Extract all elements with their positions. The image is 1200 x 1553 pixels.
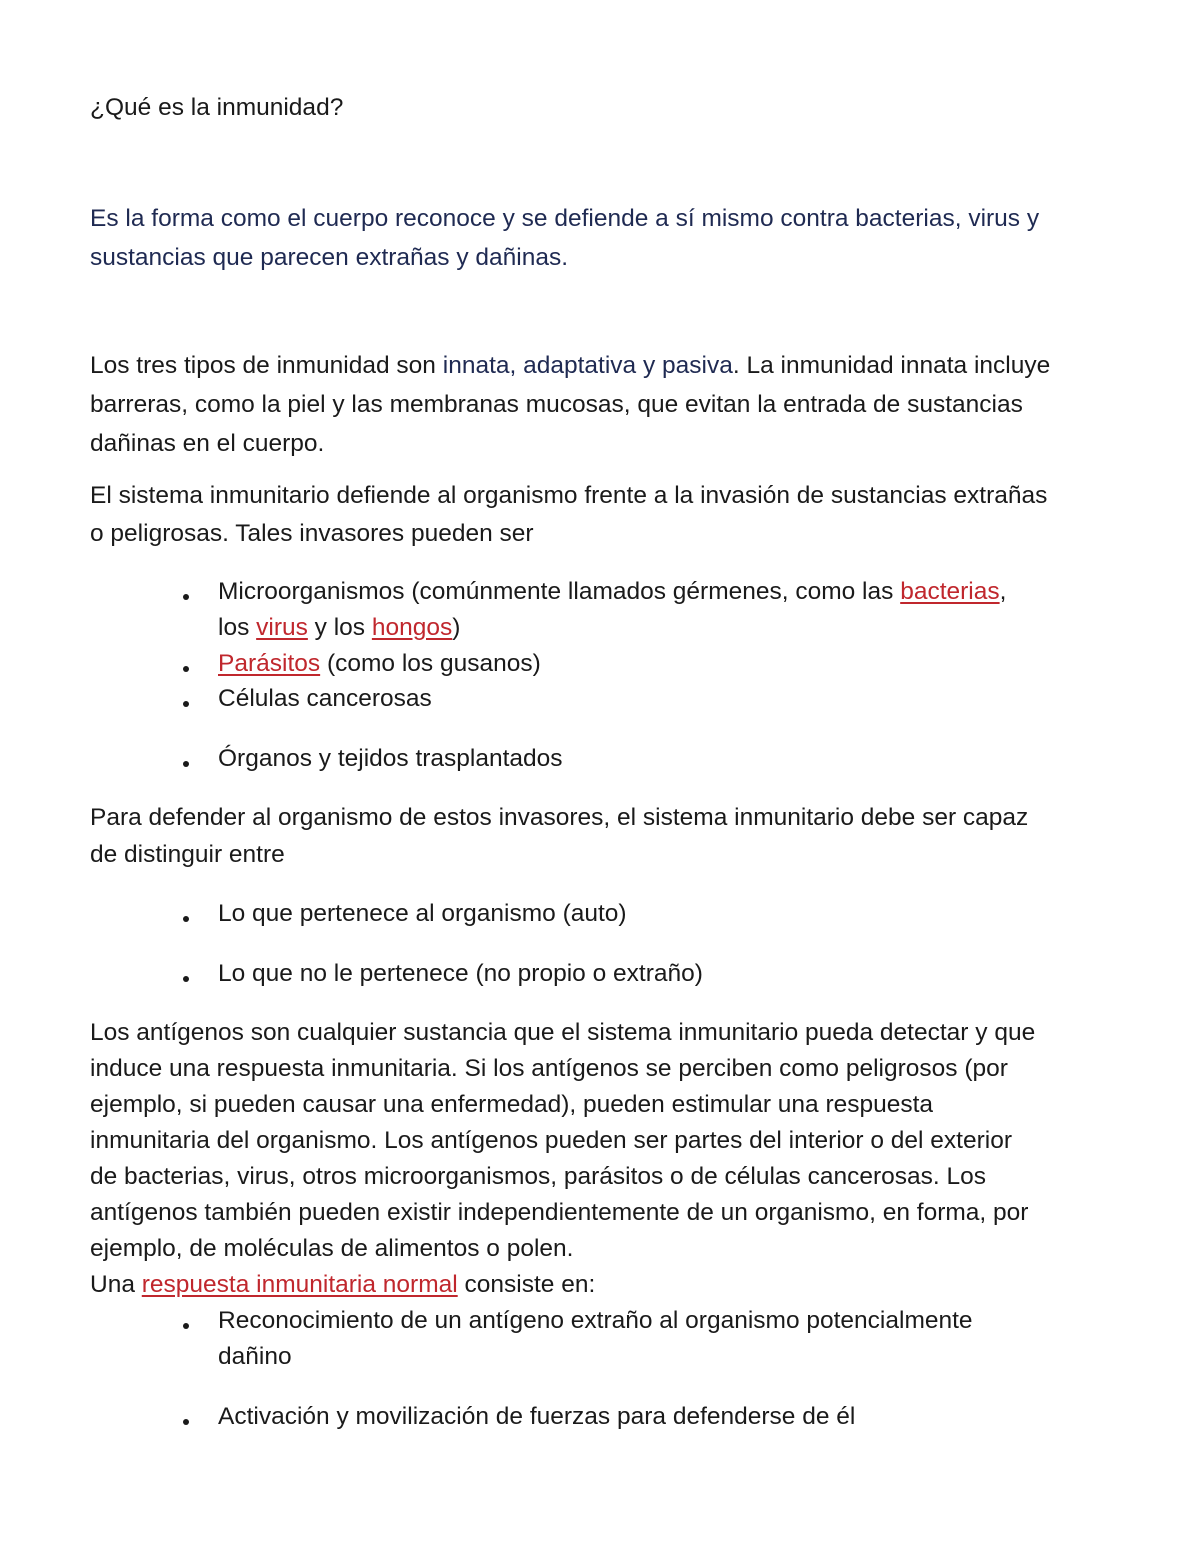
- types-line-3: dañinas en el cuerpo.: [90, 430, 325, 457]
- types-text: Los tres tipos de inmunidad son: [90, 352, 443, 379]
- system-line-1: El sistema inmunitario defiende al organismo frente a la invasión de sustancias extrañas: [90, 482, 1048, 509]
- list-item-parasites: [218, 652, 541, 677]
- link-virus[interactable]: virus: [256, 614, 308, 641]
- list-item-text: Microorganismos (comúnmente llamados gérmenes, como las: [218, 578, 901, 605]
- types-line-1: [90, 354, 1050, 379]
- distinguish-line-1: Para defender al organismo de estos invasores, el sistema inmunitario debe ser capaz: [90, 804, 1029, 831]
- list-item-text: ,: [999, 578, 1007, 605]
- list-item-self: Lo que pertenece al organismo (auto): [218, 900, 627, 927]
- bullet-icon: [183, 1323, 189, 1329]
- list-item-transplants: Órganos y tejidos trasplantados: [218, 745, 563, 772]
- bullet-icon: [183, 916, 189, 922]
- antigens-line-5: de bacterias, virus, otros microorganismos, parásitos o de células cancerosas. Los: [90, 1163, 987, 1190]
- definition-line-1: Es la forma como el cuerpo reconoce y se defiende a sí mismo contra bacterias, virus y: [90, 205, 1040, 232]
- list-item-text: y los: [307, 614, 372, 641]
- list-item-nonself: Lo que no le pertenece (no propio o extraño): [218, 960, 703, 987]
- antigens-line-1: Los antígenos son cualquier sustancia que el sistema inmunitario pueda detectar y que: [90, 1019, 1036, 1046]
- antigens-line-7: ejemplo, de moléculas de alimentos o polen.: [90, 1235, 574, 1262]
- page-title: ¿Qué es la inmunidad?: [90, 94, 344, 121]
- list-item-cancer-cells: Células cancerosas: [218, 685, 432, 712]
- bullet-icon: [183, 761, 189, 767]
- antigens-line-2: induce una respuesta inmunitaria. Si los antígenos se perciben como peligrosos (por: [90, 1055, 1008, 1082]
- list-item-recognition-cont: dañino: [218, 1343, 292, 1370]
- list-item-microorganisms: [218, 580, 1006, 605]
- response-text-end: consiste en:: [457, 1271, 596, 1298]
- link-respuesta-inmunitaria-normal[interactable]: respuesta inmunitaria normal: [141, 1271, 458, 1298]
- list-item-text: (como los gusanos): [320, 650, 541, 677]
- link-bacterias[interactable]: bacterias: [900, 578, 1000, 605]
- list-item-text: ): [452, 614, 461, 641]
- bullet-icon: [183, 594, 189, 600]
- antigens-line-6: antígenos también pueden existir independientemente de un organismo, en forma, por: [90, 1199, 1029, 1226]
- types-highlight: innata, adaptativa y pasiva: [442, 352, 733, 379]
- bullet-icon: [183, 701, 189, 707]
- definition-line-2: sustancias que parecen extrañas y dañinas.: [90, 244, 569, 271]
- antigens-line-4: inmunitaria del organismo. Los antígenos pueden ser partes del interior o del exterior: [90, 1127, 1013, 1154]
- distinguish-line-2: de distinguir entre: [90, 841, 285, 868]
- types-line-2: barreras, como la piel y las membranas mucosas, que evitan la entrada de sustancias: [90, 391, 1023, 418]
- response-text: Una: [90, 1271, 142, 1298]
- bullet-icon: [183, 976, 189, 982]
- bullet-icon: [183, 666, 189, 672]
- bullet-icon: [183, 1419, 189, 1425]
- response-line: [90, 1273, 595, 1298]
- antigens-line-3: ejemplo, si pueden causar una enfermedad), pueden estimular una respuesta: [90, 1091, 934, 1118]
- system-line-2: o peligrosas. Tales invasores pueden ser: [90, 520, 534, 547]
- list-item-microorganisms-cont: [218, 616, 460, 641]
- list-item-text: los: [218, 614, 257, 641]
- link-hongos[interactable]: hongos: [371, 614, 453, 641]
- list-item-recognition: Reconocimiento de un antígeno extraño al organismo potencialmente: [218, 1307, 973, 1334]
- types-text-end: . La inmunidad innata incluye: [732, 352, 1051, 379]
- list-item-activation: Activación y movilización de fuerzas para defenderse de él: [218, 1403, 856, 1430]
- link-parasitos[interactable]: Parásitos: [218, 650, 321, 677]
